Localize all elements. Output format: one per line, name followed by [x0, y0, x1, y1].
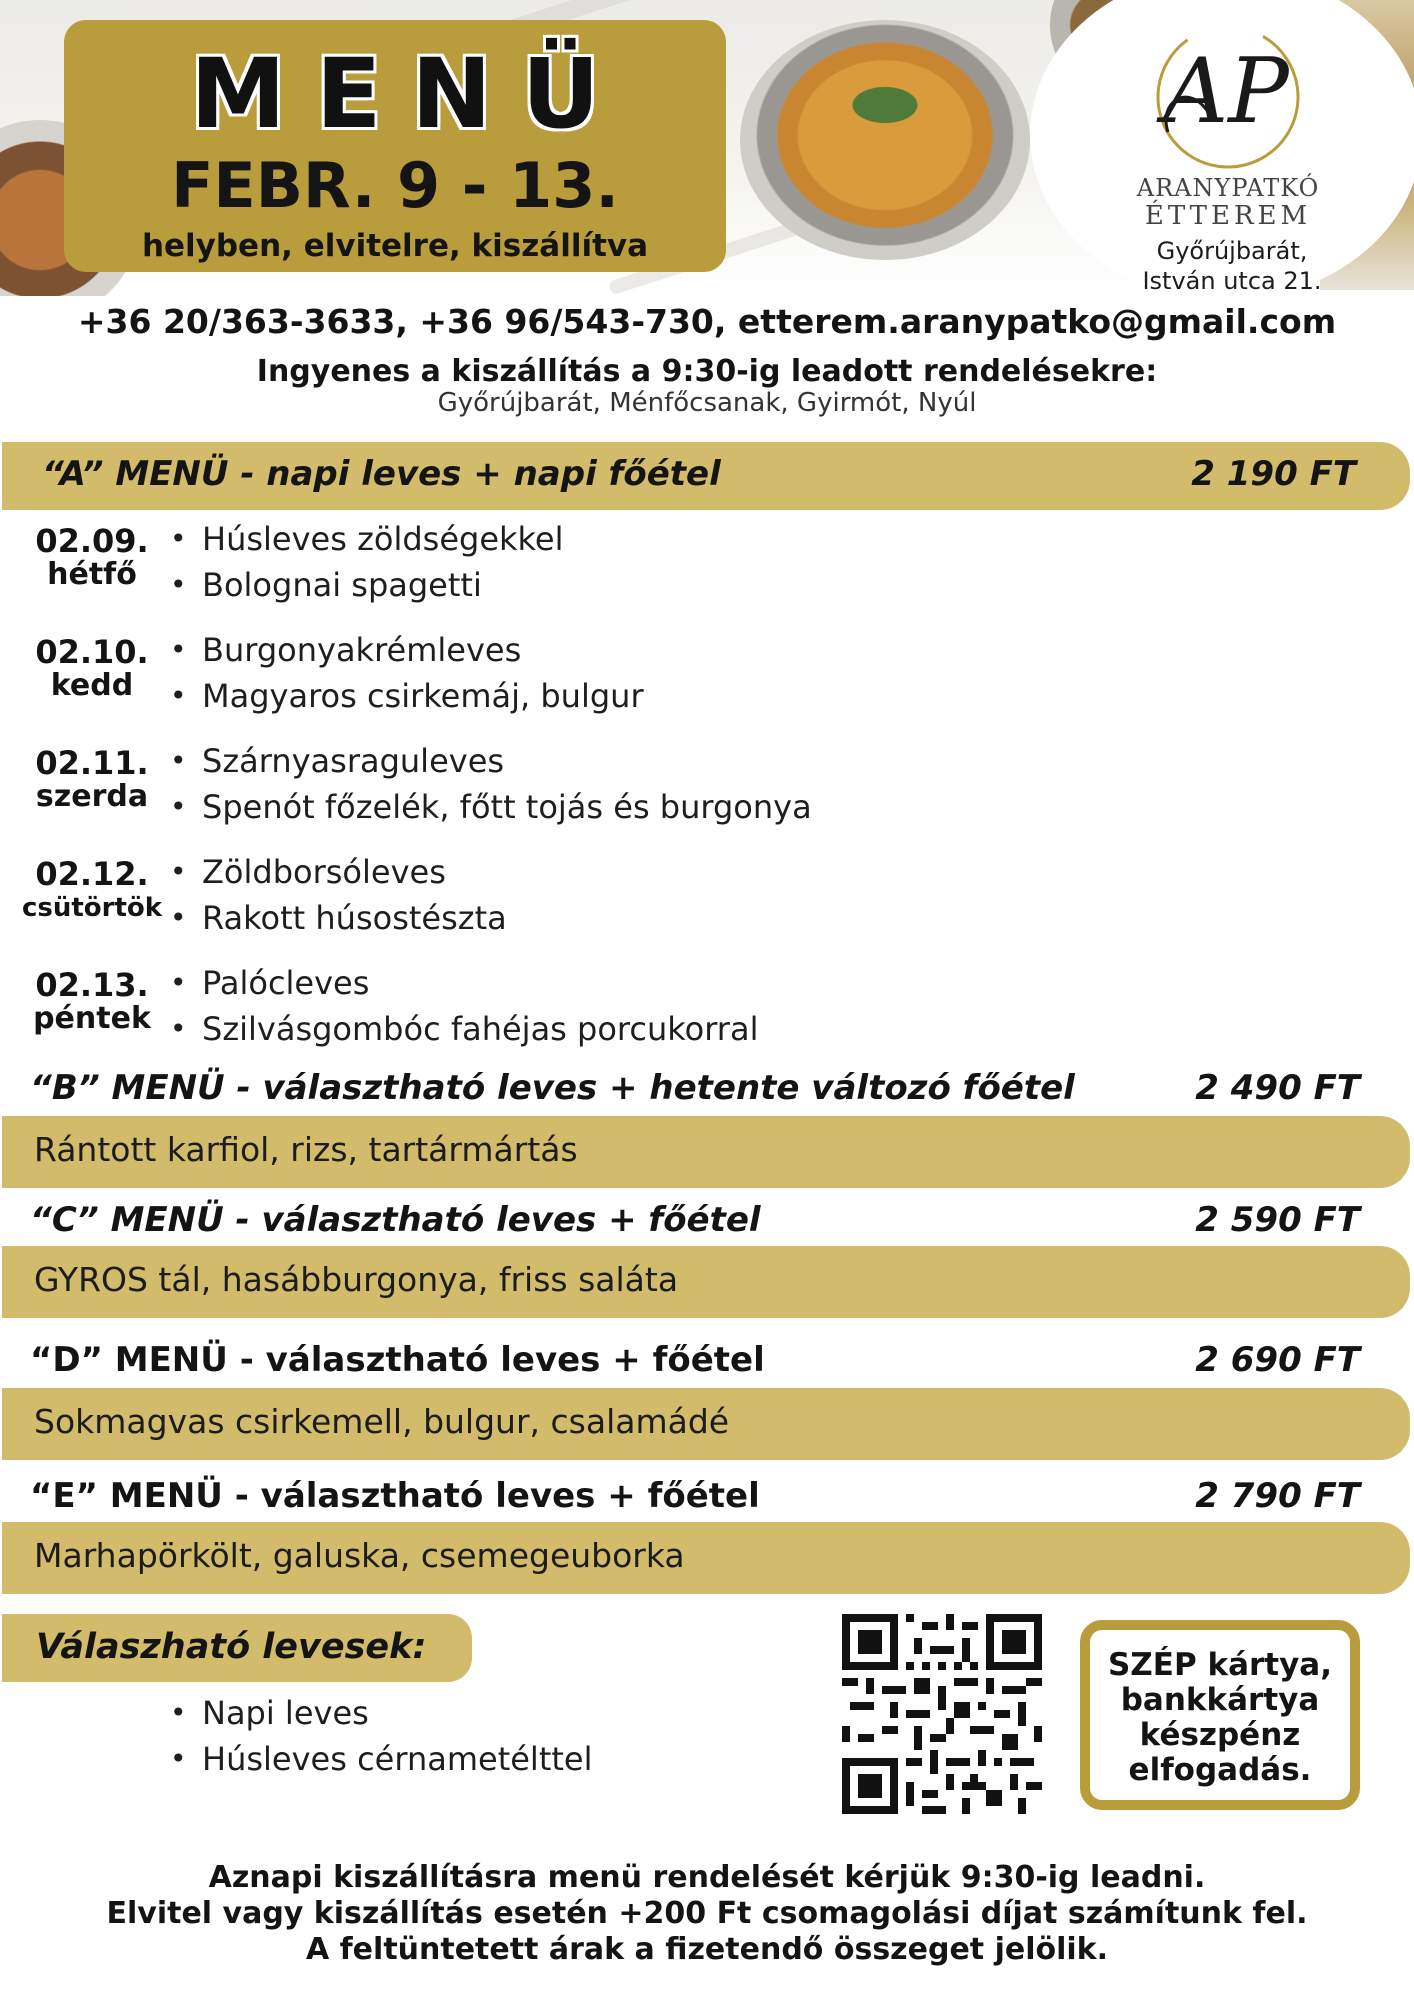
day-date: 02.11. szerda: [18, 746, 166, 814]
restaurant-name-line1: ARANYPATKÓ: [1136, 174, 1320, 202]
day-soup: • Palócleves: [166, 960, 758, 1006]
day-soup: • Szárnyasraguleves: [166, 738, 812, 784]
soups-title-box: [2, 1614, 472, 1682]
day-row: [0, 738, 1414, 838]
day-row: [0, 849, 1414, 949]
menu-b-price: 2 490 FT: [1195, 1068, 1360, 1108]
restaurant-name-line2: ÉTTEREM: [1144, 201, 1312, 231]
menu-a-header: [2, 442, 1410, 510]
menu-d-label: “D” MENÜ - választható leves + főétel: [30, 1340, 765, 1380]
menu-c-header: [0, 1196, 1414, 1244]
footer-line: Aznapi kiszállításra menü rendelését kérjük 9:30-ig leadni.: [208, 1860, 1206, 1895]
menu-e-dish: Marhapörkölt, galuska, csemegeuborka: [34, 1536, 685, 1575]
menu-e-dish-bar: [2, 1522, 1410, 1594]
day-main: • Magyaros csirkemáj, bulgur: [166, 673, 644, 719]
day-weekday: hétfő: [47, 557, 137, 592]
day-weekday: péntek: [33, 1001, 151, 1036]
day-main: • Bolognai spagetti: [166, 562, 564, 608]
day-dishes: [166, 738, 812, 830]
day-main: • Szilvásgombóc fahéjas porcukorral: [166, 1006, 758, 1052]
menu-b-dish: Rántott karfiol, rizs, tartármártás: [34, 1130, 578, 1169]
menu-b-dish-bar: [2, 1116, 1410, 1188]
soups-title: Válaszható levesek:: [36, 1627, 427, 1667]
day-dishes: [166, 627, 644, 719]
menu-c-dish-bar: [2, 1246, 1410, 1318]
week-dates: FEBR. 9 - 13.: [171, 149, 619, 222]
menu-title: MENÜ: [190, 38, 630, 150]
menu-e-price: 2 790 FT: [1195, 1476, 1360, 1516]
menu-b-header: [0, 1064, 1414, 1112]
day-date: 02.09. hétfő: [18, 524, 166, 592]
free-delivery-note: Ingyenes a kiszállítás a 9:30-ig leadott rendelésekre:: [256, 354, 1158, 389]
herb-garnish-image: [840, 80, 930, 130]
day-date: 02.13. péntek: [18, 968, 166, 1036]
footer-notes: [0, 1860, 1414, 1968]
delivery-towns: Győrújbarát, Ménfőcsanak, Gyirmót, Nyúl: [437, 388, 977, 418]
day-date: 02.10. kedd: [18, 635, 166, 703]
menu-e-label: “E” MENÜ - választható leves + főétel: [30, 1476, 760, 1516]
contact-info[interactable]: +36 20/363-3633, +36 96/543-730, etterem.aranypatko@gmail.com: [77, 302, 1337, 341]
day-row: [0, 627, 1414, 727]
day-soup: • Burgonyakrémleves: [166, 627, 644, 673]
menu-d-dish: Sokmagvas csirkemell, bulgur, csalamádé: [34, 1402, 730, 1441]
menu-d-price: 2 690 FT: [1195, 1340, 1360, 1380]
soup-item: • Napi leves: [166, 1690, 592, 1736]
restaurant-address: [1102, 236, 1362, 296]
day-main: • Spenót főzelék, főtt tojás és burgonya: [166, 784, 812, 830]
footer-line: Elvitel vagy kiszállítás esetén +200 Ft csomagolási díjat számítunk fel.: [106, 1896, 1308, 1931]
payment-line: SZÉP kártya,: [1107, 1647, 1333, 1683]
day-soup: • Zöldborsóleves: [166, 849, 507, 895]
menu-d-header: [0, 1336, 1414, 1384]
soup-item: • Húsleves cérnametélttel: [166, 1736, 592, 1782]
service-options: helyben, elvitelre, kiszállítva: [141, 228, 649, 264]
menu-a-price: 2 190 FT: [1191, 454, 1356, 494]
title-box: [64, 20, 726, 272]
qr-code-icon[interactable]: [842, 1614, 1042, 1814]
horseshoe-logo-icon: [1128, 22, 1328, 172]
day-soup: • Húsleves zöldségekkel: [166, 516, 564, 562]
logo-initials: AP: [1163, 39, 1289, 144]
day-weekday: csütörtök: [21, 893, 163, 923]
payment-line: bankkártya: [1120, 1682, 1320, 1718]
restaurant-name: [1090, 174, 1366, 230]
menu-c-dish: GYROS tál, hasábburgonya, friss saláta: [34, 1260, 679, 1299]
day-row: [0, 960, 1414, 1060]
menu-c-price: 2 590 FT: [1195, 1200, 1360, 1240]
menu-e-header: [0, 1472, 1414, 1520]
address-street: István utca 21.: [1142, 267, 1322, 295]
day-main: • Rakott húsostészta: [166, 895, 507, 941]
footer-line: A feltüntetett árak a fizetendő összeget jelölik.: [305, 1932, 1109, 1967]
payment-line: készpénz: [1139, 1717, 1301, 1753]
rice-bowl-image: [740, 20, 1030, 260]
day-dishes: [166, 516, 564, 608]
day-weekday: szerda: [35, 779, 149, 814]
menu-c-label: “C” MENÜ - választható leves + főétel: [30, 1200, 761, 1240]
day-weekday: kedd: [50, 668, 134, 703]
day-row: [0, 516, 1414, 616]
payment-line: elfogadás.: [1128, 1752, 1312, 1788]
soups-list: [166, 1690, 592, 1782]
menu-a-label: “A” MENÜ - napi leves + napi főétel: [42, 454, 721, 494]
menu-b-label: “B” MENÜ - választható leves + hetente változó főétel: [30, 1068, 1075, 1108]
menu-d-dish-bar: [2, 1388, 1410, 1460]
payment-methods: [1080, 1620, 1360, 1810]
day-dishes: [166, 960, 758, 1052]
address-city: Győrújbarát,: [1156, 237, 1308, 265]
day-dishes: [166, 849, 507, 941]
day-date: 02.12. csütörtök: [18, 857, 166, 925]
